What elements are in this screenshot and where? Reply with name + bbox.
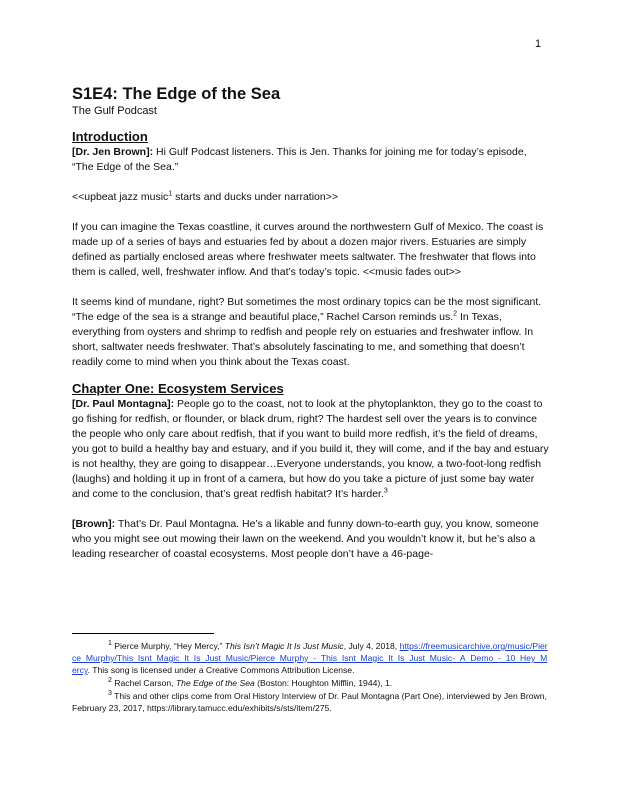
footnote-number: 2 [108, 677, 112, 685]
footnote-text: , July 4, 2018, [343, 641, 400, 651]
intro-paragraph-3: If you can imagine the Texas coastline, it curves around the northwestern Gulf of Mexico. The coast is made up of a series of bays and estuaries fed by about a dozen major rivers. Estuaries are simply defined as partially enclosed areas where freshwater meets saltwater. The freshwater that flows into them is called, well, freshwater inflow. And that’s today’s topic. <<music fades out>> [72, 221, 544, 278]
footnote-link[interactable]: https://freemusicarchive.org/music/Pierce_Murphy/This_Isnt_Magic_It_Is_Just_Music/Pierce_Murphy_-_This_Isnt_Magic_It_Is_Just_Music-_A_Demo_-_10_Hey_Mercy [72, 641, 548, 675]
paragraph-text-end: In Texas, everything from oysters and shrimp to redfish and people rely on estuaries and freshwater inflow. In short, saltwater needs freshwater. That’s absolutely fascinating to me, and something that doesn’t readily come to mind when you think about the Texas coast. [72, 311, 534, 368]
episode-title: S1E4: The Edge of the Sea [72, 85, 281, 103]
footnote-text: Pierce Murphy, “Hey Mercy,” [111, 641, 225, 651]
podcast-name: The Gulf Podcast [72, 105, 157, 117]
footnote-3 [72, 690, 548, 714]
chapter1-paragraph-2 [72, 517, 550, 562]
intro-paragraph-2 [72, 190, 550, 205]
footnotes [72, 640, 548, 715]
footnote-1 [72, 640, 548, 676]
page-number: 1 [535, 38, 542, 50]
footnote-text: (Boston: Houghton Mifflin, 1944), 1. [254, 678, 393, 688]
speaker-label: [Dr. Jen Brown]: [72, 146, 154, 158]
speaker-label: [Dr. Paul Montagna]: [72, 398, 175, 410]
footnote-text: . This song is licensed under a Creative Commons Attribution License. [87, 665, 355, 675]
footnote-ref-1[interactable]: 1 [168, 190, 173, 198]
dialogue-text: That’s Dr. Paul Montagna. He’s a likable and funny down-to-earth guy, you know, someone who you might see out mowing their lawn on the weekend. And you wouldn’t know it, but he’s also a leading researcher of coastal ecosystems. Most people don’t have a 46-page- [72, 518, 539, 560]
speaker-label: [Brown]: [72, 518, 116, 530]
music-cue-text-end: starts and ducks under narration>> [172, 191, 338, 203]
footnote-number: 1 [108, 640, 112, 648]
paragraph-text: It seems kind of mundane, right? But sometimes the most ordinary topics can be the most significant. “The edge of the sea is a strange and beautiful place,” Rachel Carson reminds us. [72, 296, 542, 323]
dialogue-text: People go to the coast, not to look at the phytoplankton, they go to the coast to go fishing for redfish, or flounder, or black drum, right? The hardest sell over the years is to convince the people who only care about redfish, that if you want to build more redfish, it’s the field of dreams, you got to build a healthy bay and estuary, and if you build it, they will come, and if the bay and estuary is not healthy, they are going to disappear…Everyone understands, you know, a two-foot-long redfish (laughs) and holding it up in front of a camera, but how do you take a picture of just some bay water and come to the conclusion, that’s great redfish habitat? It’s harder. [72, 398, 549, 500]
footnote-title: This Isn’t Magic It Is Just Music [224, 641, 344, 651]
footnote-number: 3 [108, 690, 112, 698]
footnote-2 [72, 677, 548, 689]
footnote-title: The Edge of the Sea [175, 678, 255, 688]
footnote-ref-2[interactable]: 2 [453, 310, 458, 318]
dialogue-text: Hi Gulf Podcast listeners. This is Jen. Thanks for joining me for today’s episode, “The Edge of the Sea.” [72, 146, 527, 173]
footnote-ref-3[interactable]: 3 [383, 487, 388, 495]
footnote-text: This and other clips come from Oral History Interview of Dr. Paul Montagna (Part One), interviewed by Jen Brown, February 23, 2017, https://library.tamucc.edu/exhibits/s/sts/item/275. [72, 691, 547, 713]
intro-paragraph-4 [72, 295, 550, 370]
chapter1-paragraph-1 [72, 397, 550, 502]
footnote-text: Rachel Carson, [111, 678, 176, 688]
document-body [72, 84, 550, 577]
music-cue-text: <<upbeat jazz music [72, 191, 169, 203]
section-heading-chapter-one: Chapter One: Ecosystem Services [72, 381, 284, 396]
footnote-separator [72, 633, 214, 634]
intro-paragraph-1 [72, 145, 550, 175]
section-heading-introduction: Introduction [72, 129, 148, 144]
